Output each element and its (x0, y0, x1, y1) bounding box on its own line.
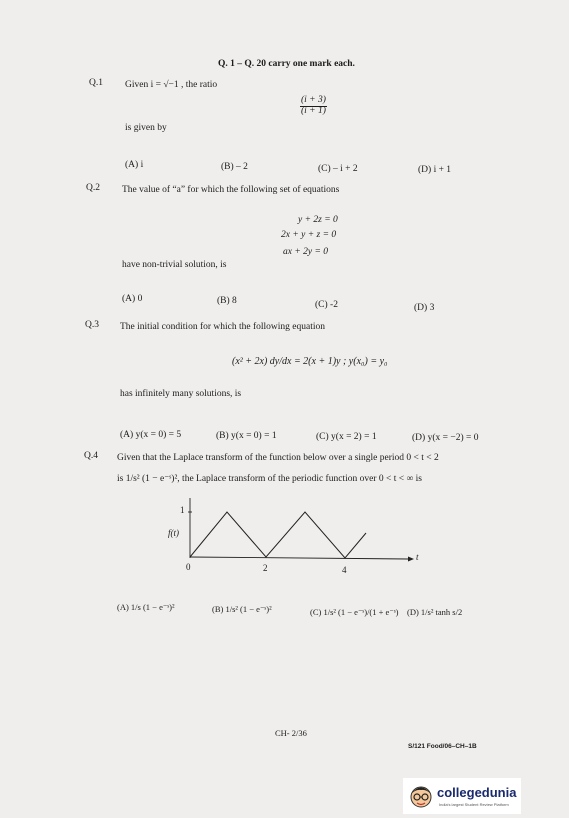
y-axis-label: f(t) (168, 528, 179, 538)
q1-option-c[interactable]: (C) – i + 2 (318, 164, 358, 174)
q2-option-a[interactable]: (A) 0 (122, 294, 143, 304)
brand-tagline: India's largest Student Review Platform (439, 802, 509, 807)
x-axis (190, 557, 408, 559)
q3-option-a[interactable]: (A) y(x = 0) = 5 (120, 430, 182, 440)
q2-option-b[interactable]: (B) 8 (217, 296, 237, 306)
q3-tail: has infinitely many solutions, is (120, 389, 242, 399)
q2-equation-3: ax + 2y = 0 (283, 247, 329, 257)
q4-number: Q.4 (84, 451, 98, 461)
x-tick-label-2: 2 (263, 563, 268, 573)
x-tick-label-0: 0 (186, 562, 191, 572)
q1-ratio-denominator: (i + 1) (301, 105, 326, 116)
page-number: CH- 2/36 (275, 728, 307, 738)
q1-ratio-numerator: (i + 3) (301, 95, 326, 105)
q4-option-c[interactable]: (C) 1/s² (1 − e⁻ˢ)/(1 + e⁻ˢ) (310, 607, 399, 617)
q1-option-d[interactable]: (D) i + 1 (418, 165, 452, 175)
q1-stem: Given i = √−1 , the ratio (125, 80, 218, 90)
q1-number: Q.1 (89, 78, 103, 88)
q1-ratio (300, 96, 327, 116)
brand-name: collegedunia (437, 785, 517, 800)
q3-number: Q.3 (85, 320, 99, 330)
q2-equation-2: 2x + y + z = 0 (281, 230, 337, 240)
mascot-icon (406, 781, 436, 811)
y-tick-label: 1 (180, 505, 185, 515)
q2-option-d[interactable]: (D) 3 (414, 303, 435, 313)
collegedunia-logo (403, 778, 521, 814)
q1-option-b[interactable]: (B) – 2 (221, 162, 248, 172)
q1-option-a[interactable]: (A) i (125, 160, 144, 170)
paper-code: S/121 Food/06–CH–1B (408, 743, 477, 750)
q3-option-d[interactable]: (D) y(x = −2) = 0 (412, 433, 479, 443)
q4-stem-line-2: is 1/s² (1 − e⁻ˢ)², the Laplace transform of the periodic function over 0 < t < ∞ is (117, 474, 422, 484)
x-axis-arrow-icon (408, 557, 414, 562)
q2-stem: The value of “a” for which the following set of equations (122, 185, 340, 195)
q2-equation-1: y + 2z = 0 (298, 215, 338, 225)
q2-option-c[interactable]: (C) -2 (315, 300, 338, 310)
q2-number: Q.2 (86, 183, 100, 193)
q1-tail: is given by (125, 123, 167, 133)
triangle-wave-series (190, 512, 366, 558)
q3-option-c[interactable]: (C) y(x = 2) = 1 (316, 432, 377, 442)
q3-equation: (x² + 2x) dy/dx = 2(x + 1)y ; y(x₀) = y₀ (232, 356, 388, 367)
q3-option-b[interactable]: (B) y(x = 0) = 1 (216, 431, 277, 441)
q4-option-a[interactable]: (A) 1/s (1 − e⁻ˢ)² (117, 602, 175, 612)
q4-option-d[interactable]: (D) 1/s² tanh s/2 (407, 607, 463, 617)
q4-option-b[interactable]: (B) 1/s² (1 − e⁻ˢ)² (212, 604, 272, 614)
q2-tail: have non-trivial solution, is (122, 260, 227, 270)
q4-stem-line-1: Given that the Laplace transform of the function below over a single period 0 < t < 2 (117, 453, 439, 463)
section-title: Q. 1 – Q. 20 carry one mark each. (218, 59, 355, 69)
x-tick-label-4: 4 (342, 565, 347, 575)
x-axis-label: t (416, 552, 419, 562)
q3-stem: The initial condition for which the following equation (120, 322, 325, 332)
